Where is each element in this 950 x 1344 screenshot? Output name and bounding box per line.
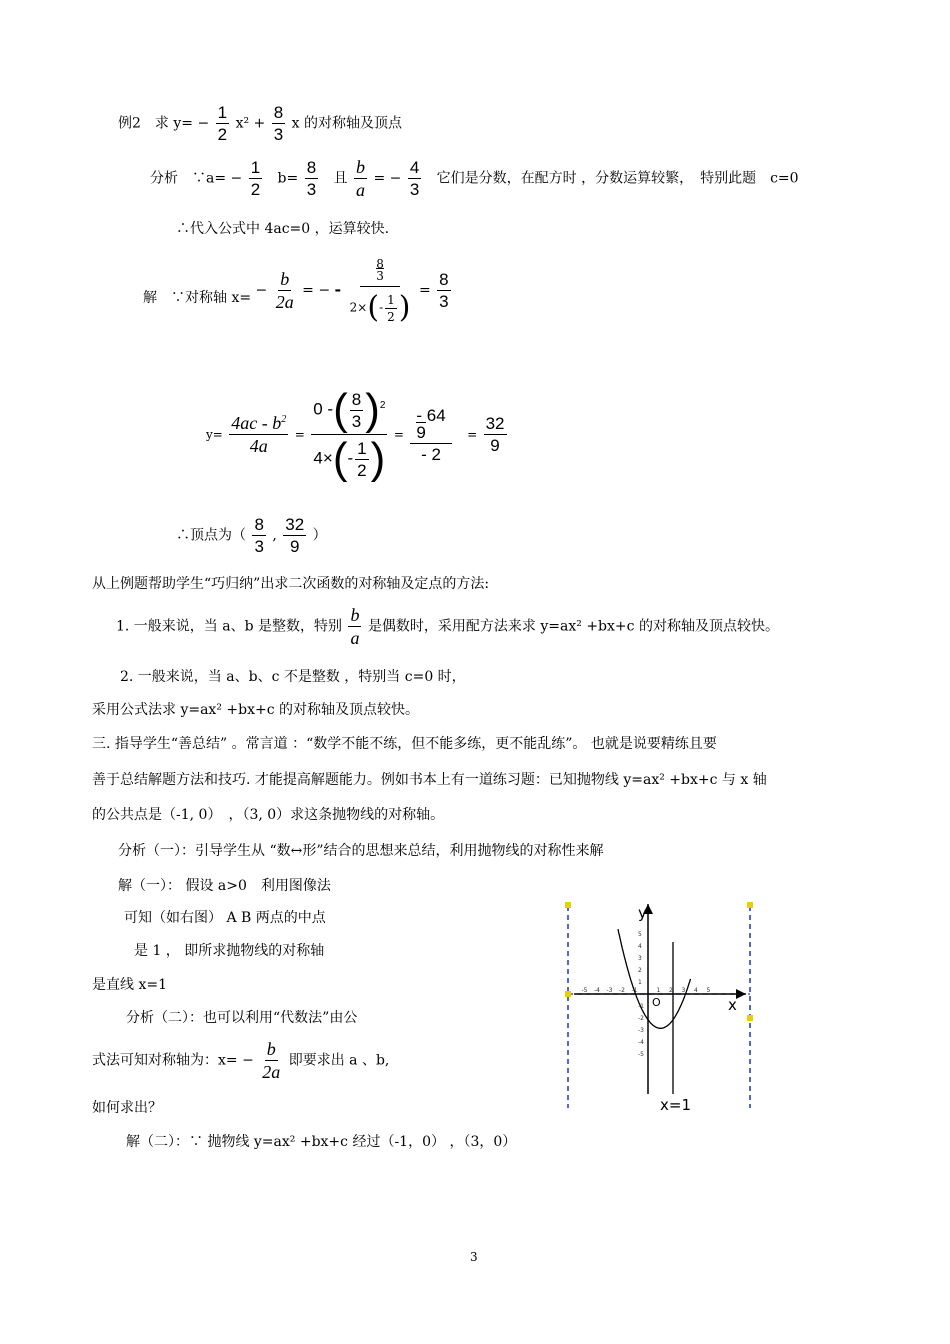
y-tick-label: 3 bbox=[638, 955, 642, 962]
symmetry-label: x=1 bbox=[660, 1096, 691, 1114]
paragraph: 分析（一）：引导学生从 “数↔形”结合的思想来总结，利用抛物线的对称性来解 bbox=[118, 843, 604, 859]
x-tick-label: -3 bbox=[606, 987, 613, 994]
x-axis-arrow bbox=[736, 989, 746, 999]
y-tick-label: 1 bbox=[638, 979, 642, 986]
paragraph: 分析（二）：也可以利用“代数法”由公 bbox=[126, 1010, 358, 1026]
paragraph: 采用公式法求 y=ax² +bx+c 的对称轴及顶点较快。 bbox=[92, 702, 420, 718]
vertex-line: ∴顶点为（ $\frac{8}{3}$ , $\frac{32}{9}$ ） bbox=[176, 515, 327, 556]
y-tick-label: 2 bbox=[638, 967, 642, 974]
fraction: $\frac{8}{3}$ bbox=[439, 270, 449, 311]
x-tick-label: -4 bbox=[594, 987, 600, 994]
fraction: $\frac{8}{3}$ bbox=[306, 158, 317, 199]
analysis-line: 分析 ∵a= − $\frac{1}{2}$ b= $\frac{8}{3}$ 且 $\frac{b}{a}$ = − $\frac{4}{3}$ 它们是分数，在配方时 ，分数运算较繁， 特别此题 c=0 bbox=[150, 157, 799, 200]
solution-axis-line: 解 ∵对称轴 x= − $\frac{b}{2a}$ = − - 8 3 2×(- $\frac{1}{2}$ ) = $\frac{8}{3}$ bbox=[143, 257, 449, 325]
compound-fraction: - 64 9 - 2 bbox=[410, 407, 451, 463]
y-tick-label: -1 bbox=[638, 1003, 644, 1010]
y-tick-label: -2 bbox=[638, 1015, 644, 1022]
x-tick-label: -5 bbox=[581, 987, 588, 994]
fraction: $\frac{b}{a}$ bbox=[350, 605, 360, 648]
paragraph: 善于总结解题方法和技巧. 才能提高解题能力。例如书本上有一道练习题：已知抛物线 y=ax² +bx+c 与 x 轴 bbox=[92, 772, 767, 788]
y-tick-label: -5 bbox=[638, 1051, 644, 1058]
compound-fraction: 0 -( $\frac{8}{3}$ )$^2$ 4×(- $\frac{1}{2}$ ) bbox=[313, 385, 386, 483]
fraction: $\frac{8}{3}$ bbox=[273, 103, 284, 144]
list-item-2: 2. 一般来说，当 a、b、c 不是整数 ，特别当 c=0 时， bbox=[120, 669, 466, 685]
page-number: 3 bbox=[470, 1250, 478, 1264]
fraction: $\frac{32}{9}$ bbox=[485, 414, 505, 455]
y-tick-label: -4 bbox=[638, 1039, 644, 1046]
x-tick-label: 1 bbox=[656, 987, 661, 994]
paragraph: 式法可知对称轴为：x= − $\frac{b}{2a}$ 即要求出 a 、b, bbox=[92, 1039, 390, 1082]
fraction: $\frac{b}{a}$ bbox=[355, 157, 365, 200]
x-ticks bbox=[582, 987, 711, 994]
x-tick-label: 3 bbox=[681, 987, 686, 994]
list-item-1: 1. 一般来说，当 a、b 是整数，特别 $\frac{b}{a}$ 是偶数时，采用配方法来求 y=ax² +bx+c 的对称轴及顶点较快。 bbox=[116, 605, 779, 648]
origin-label: O bbox=[652, 996, 661, 1009]
fraction: $\frac{1}{2}$ bbox=[217, 103, 228, 144]
y-tick-label: 5 bbox=[638, 931, 642, 938]
vertex-y-line: y= $\frac{4ac - b^2}{4a}$ = 0 -( $\frac{8}{3}$ )$^2$ 4×(- $\frac{1}{2}$ ) = - 64 9 - 2 = $\frac{32}{9}$ bbox=[206, 385, 505, 483]
handle bbox=[747, 1015, 753, 1021]
handle bbox=[565, 902, 571, 908]
y-tick-label: 4 bbox=[638, 943, 642, 950]
x-tick-label: 5 bbox=[706, 987, 711, 994]
x-tick-label: -1 bbox=[631, 987, 638, 994]
fraction: $\frac{1}{2}$ bbox=[250, 158, 261, 199]
compound-fraction: 8 3 2×(- $\frac{1}{2}$ ) bbox=[349, 257, 411, 325]
fraction: $\frac{4}{3}$ bbox=[409, 158, 420, 199]
fraction: $\frac{32}{9}$ bbox=[285, 515, 305, 556]
fraction: $\frac{8}{3}$ bbox=[254, 515, 264, 556]
example-2-line: 例2 求 y= − $\frac{1}{2}$ x² + $\frac{8}{3}$ x 的对称轴及顶点 bbox=[118, 103, 402, 144]
parabola-curve bbox=[618, 929, 691, 1028]
paragraph: 解（一）： 假设 a>0 利用图像法 bbox=[118, 878, 331, 894]
example-2-label: 例2 求 y= bbox=[118, 115, 193, 132]
x-tick-label: 4 bbox=[694, 987, 698, 994]
analysis-line-2: ∴代入公式中 4ac=0 ，运算较快. bbox=[176, 221, 390, 237]
paragraph: 是 1 ， 即所求抛物线的对称轴 bbox=[134, 943, 325, 959]
section-heading: 三. 指导学生“善总结” 。常言道 ：“数学不能不练，但不能多练，更不能乱练”。 也就是说要精练且要 bbox=[92, 736, 717, 752]
paragraph: 解（二）：∵ 抛物线 y=ax² +bx+c 经过（-1，0） ，（3，0） bbox=[126, 1134, 517, 1150]
paragraph: 如何求出？ bbox=[92, 1100, 162, 1116]
handle bbox=[565, 991, 571, 997]
paragraph: 的公共点是（-1, 0） ，（3, 0）求这条抛物线的对称轴。 bbox=[92, 807, 445, 823]
parabola-figure bbox=[560, 898, 760, 1116]
handle bbox=[747, 902, 753, 908]
x-tick-label: 2 bbox=[669, 987, 673, 994]
paragraph: 可知（如右图） A B 两点的中点 bbox=[124, 910, 326, 926]
fraction: $\frac{b}{2a}$ bbox=[262, 1039, 281, 1082]
paragraph: 是直线 x=1 bbox=[92, 977, 167, 993]
x-axis-label: x bbox=[728, 996, 737, 1014]
x-tick-label: -2 bbox=[619, 987, 625, 994]
fraction: $\frac{b}{2a}$ bbox=[275, 269, 294, 312]
y-axis-label: y bbox=[638, 904, 647, 922]
fraction: $\frac{4ac - b^2}{4a}$ bbox=[231, 413, 287, 456]
paragraph: 从上例题帮助学生“巧归纳”出求二次函数的对称轴及定点的方法: bbox=[92, 576, 490, 592]
y-tick-label: -3 bbox=[638, 1027, 644, 1034]
